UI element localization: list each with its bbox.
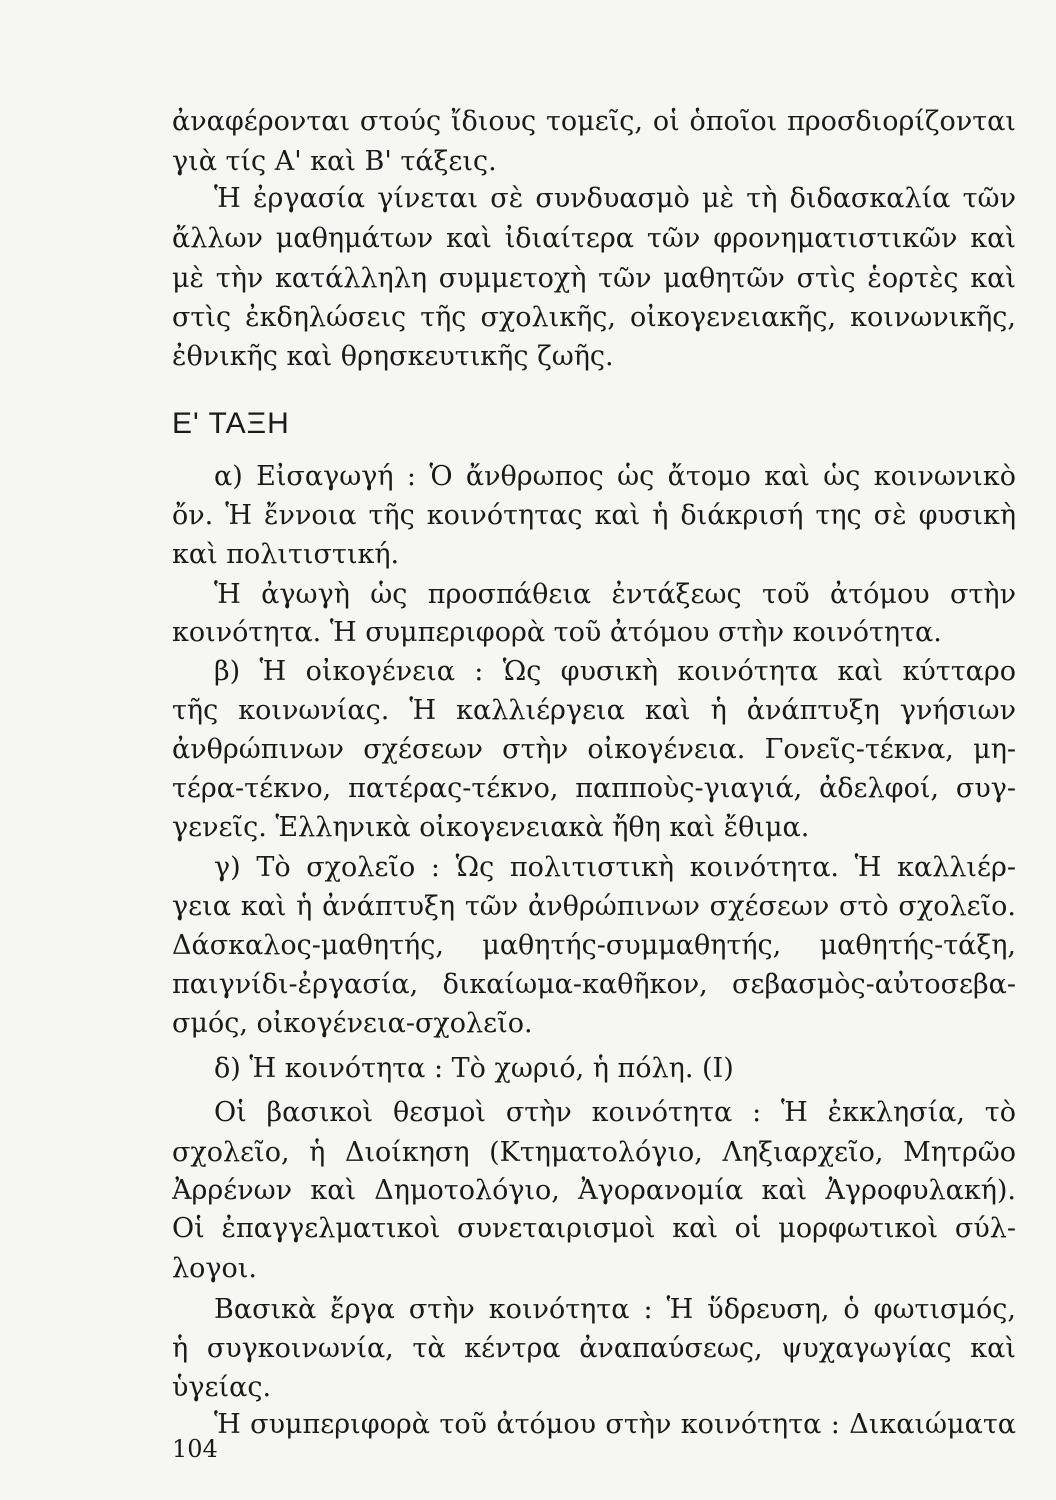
text-line: ἄλλων μαθημάτων καὶ ἰδιαίτερα τῶν φρονηματιστικῶν καὶ <box>172 223 1016 254</box>
text-line: ἐθνικῆς καὶ θρησκευτικῆς ζωῆς. <box>172 341 614 372</box>
text-line: Ἀρρένων καὶ Δημοτολόγιο, Ἀγορανομία καὶ Ἀγροφυλακή). <box>172 1175 1016 1206</box>
text-line: ὄν. Ἡ ἔννοια τῆς κοινότητας καὶ ἡ διάκρισή της σὲ φυσικὴ <box>172 500 1016 531</box>
text-line: γεια καὶ ἡ ἀνάπτυξη τῶν ἀνθρώπινων σχέσεων στὸ σχολεῖο. <box>172 891 1016 922</box>
text-line: α) Εἰσαγωγή : Ὁ ἄνθρωπος ὡς ἄτομο καὶ ὡς κοινωνικὸ <box>214 461 1016 492</box>
text-line: στὶς ἐκδηλώσεις τῆς σχολικῆς, οἰκογενειακῆς, κοινωνικῆς, <box>172 302 1016 333</box>
text-line: σμός, οἰκογένεια-σχολεῖο. <box>172 1008 533 1039</box>
text-line: λογοι. <box>172 1253 257 1284</box>
text-line: ἡ συγκοινωνία, τὰ κέντρα ἀναπαύσεως, ψυχαγωγίας καὶ <box>172 1333 1016 1364</box>
text-line: γ) Τὸ σχολεῖο : Ὡς πολιτιστικὴ κοινότητα. Ἡ καλλιέρ- <box>214 852 1016 883</box>
text-line: Βασικὰ ἔργα στὴν κοινότητα : Ἡ ὕδρευση, ὁ φωτισμός, <box>214 1294 1016 1325</box>
text-line: Ἡ ἐργασία γίνεται σὲ συνδυασμὸ μὲ τὴ διδασκαλία τῶν <box>214 183 1016 214</box>
text-line: παιγνίδι-ἐργασία, δικαίωμα-καθῆκον, σεβασμὸς-αὐτοσεβα- <box>172 969 1016 1000</box>
text-line: μὲ τὴν κατάλληλη συμμετοχὴ τῶν μαθητῶν στὶς ἑορτὲς καὶ <box>172 263 1016 294</box>
section-heading: Ε' ΤΑΞΗ <box>172 407 290 440</box>
text-line: τέρα-τέκνο, πατέρας-τέκνο, παπποὺς-γιαγιά, ἀδελφοί, συγ- <box>172 773 1016 804</box>
text-line: Ἡ συμπεριφορὰ τοῦ ἀτόμου στὴν κοινότητα : Δικαιώματα <box>214 1409 1016 1440</box>
text-line: β) Ἡ οἰκογένεια : Ὡς φυσικὴ κοινότητα καὶ κύτταρο <box>214 656 1016 687</box>
text-line: ὑγείας. <box>172 1372 272 1403</box>
text-line: τῆς κοινωνίας. Ἡ καλλιέργεια καὶ ἡ ἀνάπτυξη γνήσιων <box>172 695 1016 726</box>
text-line: κοινότητα. Ἡ συμπεριφορὰ τοῦ ἀτόμου στὴν κοινότητα. <box>172 617 942 648</box>
text-line: Οἱ ἐπαγγελματικοὶ συνεταιρισμοὶ καὶ οἱ μορφωτικοὶ σύλ- <box>172 1213 1016 1244</box>
text-line: ἀναφέρονται στούς ἴδιους τομεῖς, οἱ ὁποῖοι προσδιορίζονται <box>172 106 1016 137</box>
text-line: γενεῖς. Ἑλληνικὰ οἰκογενειακὰ ἤθη καὶ ἔθιμα. <box>172 812 810 843</box>
text-line: γιὰ τίς Α' καὶ Β' τάξεις. <box>172 146 497 177</box>
text-line: δ) Ἡ κοινότητα : Τὸ χωριό, ἡ πόλη. (Ι) <box>214 1053 734 1084</box>
text-line: σχολεῖο, ἡ Διοίκηση (Κτηματολόγιο, Ληξιαρχεῖο, Μητρῶο <box>172 1137 1016 1168</box>
page-number: 104 <box>172 1435 218 1463</box>
text-line: ἀνθρώπινων σχέσεων στὴν οἰκογένεια. Γονεῖς-τέκνα, μη- <box>172 734 1016 765</box>
text-line: Ἡ ἀγωγὴ ὡς προσπάθεια ἐντάξεως τοῦ ἀτόμου στὴν <box>214 579 1016 610</box>
text-line: Δάσκαλος-μαθητής, μαθητής-συμμαθητής, μαθητής-τάξη, <box>172 930 1016 961</box>
text-line: καὶ πολιτιστική. <box>172 539 400 570</box>
text-line: Οἱ βασικοὶ θεσμοὶ στὴν κοινότητα : Ἡ ἐκκλησία, τὸ <box>214 1097 1016 1128</box>
